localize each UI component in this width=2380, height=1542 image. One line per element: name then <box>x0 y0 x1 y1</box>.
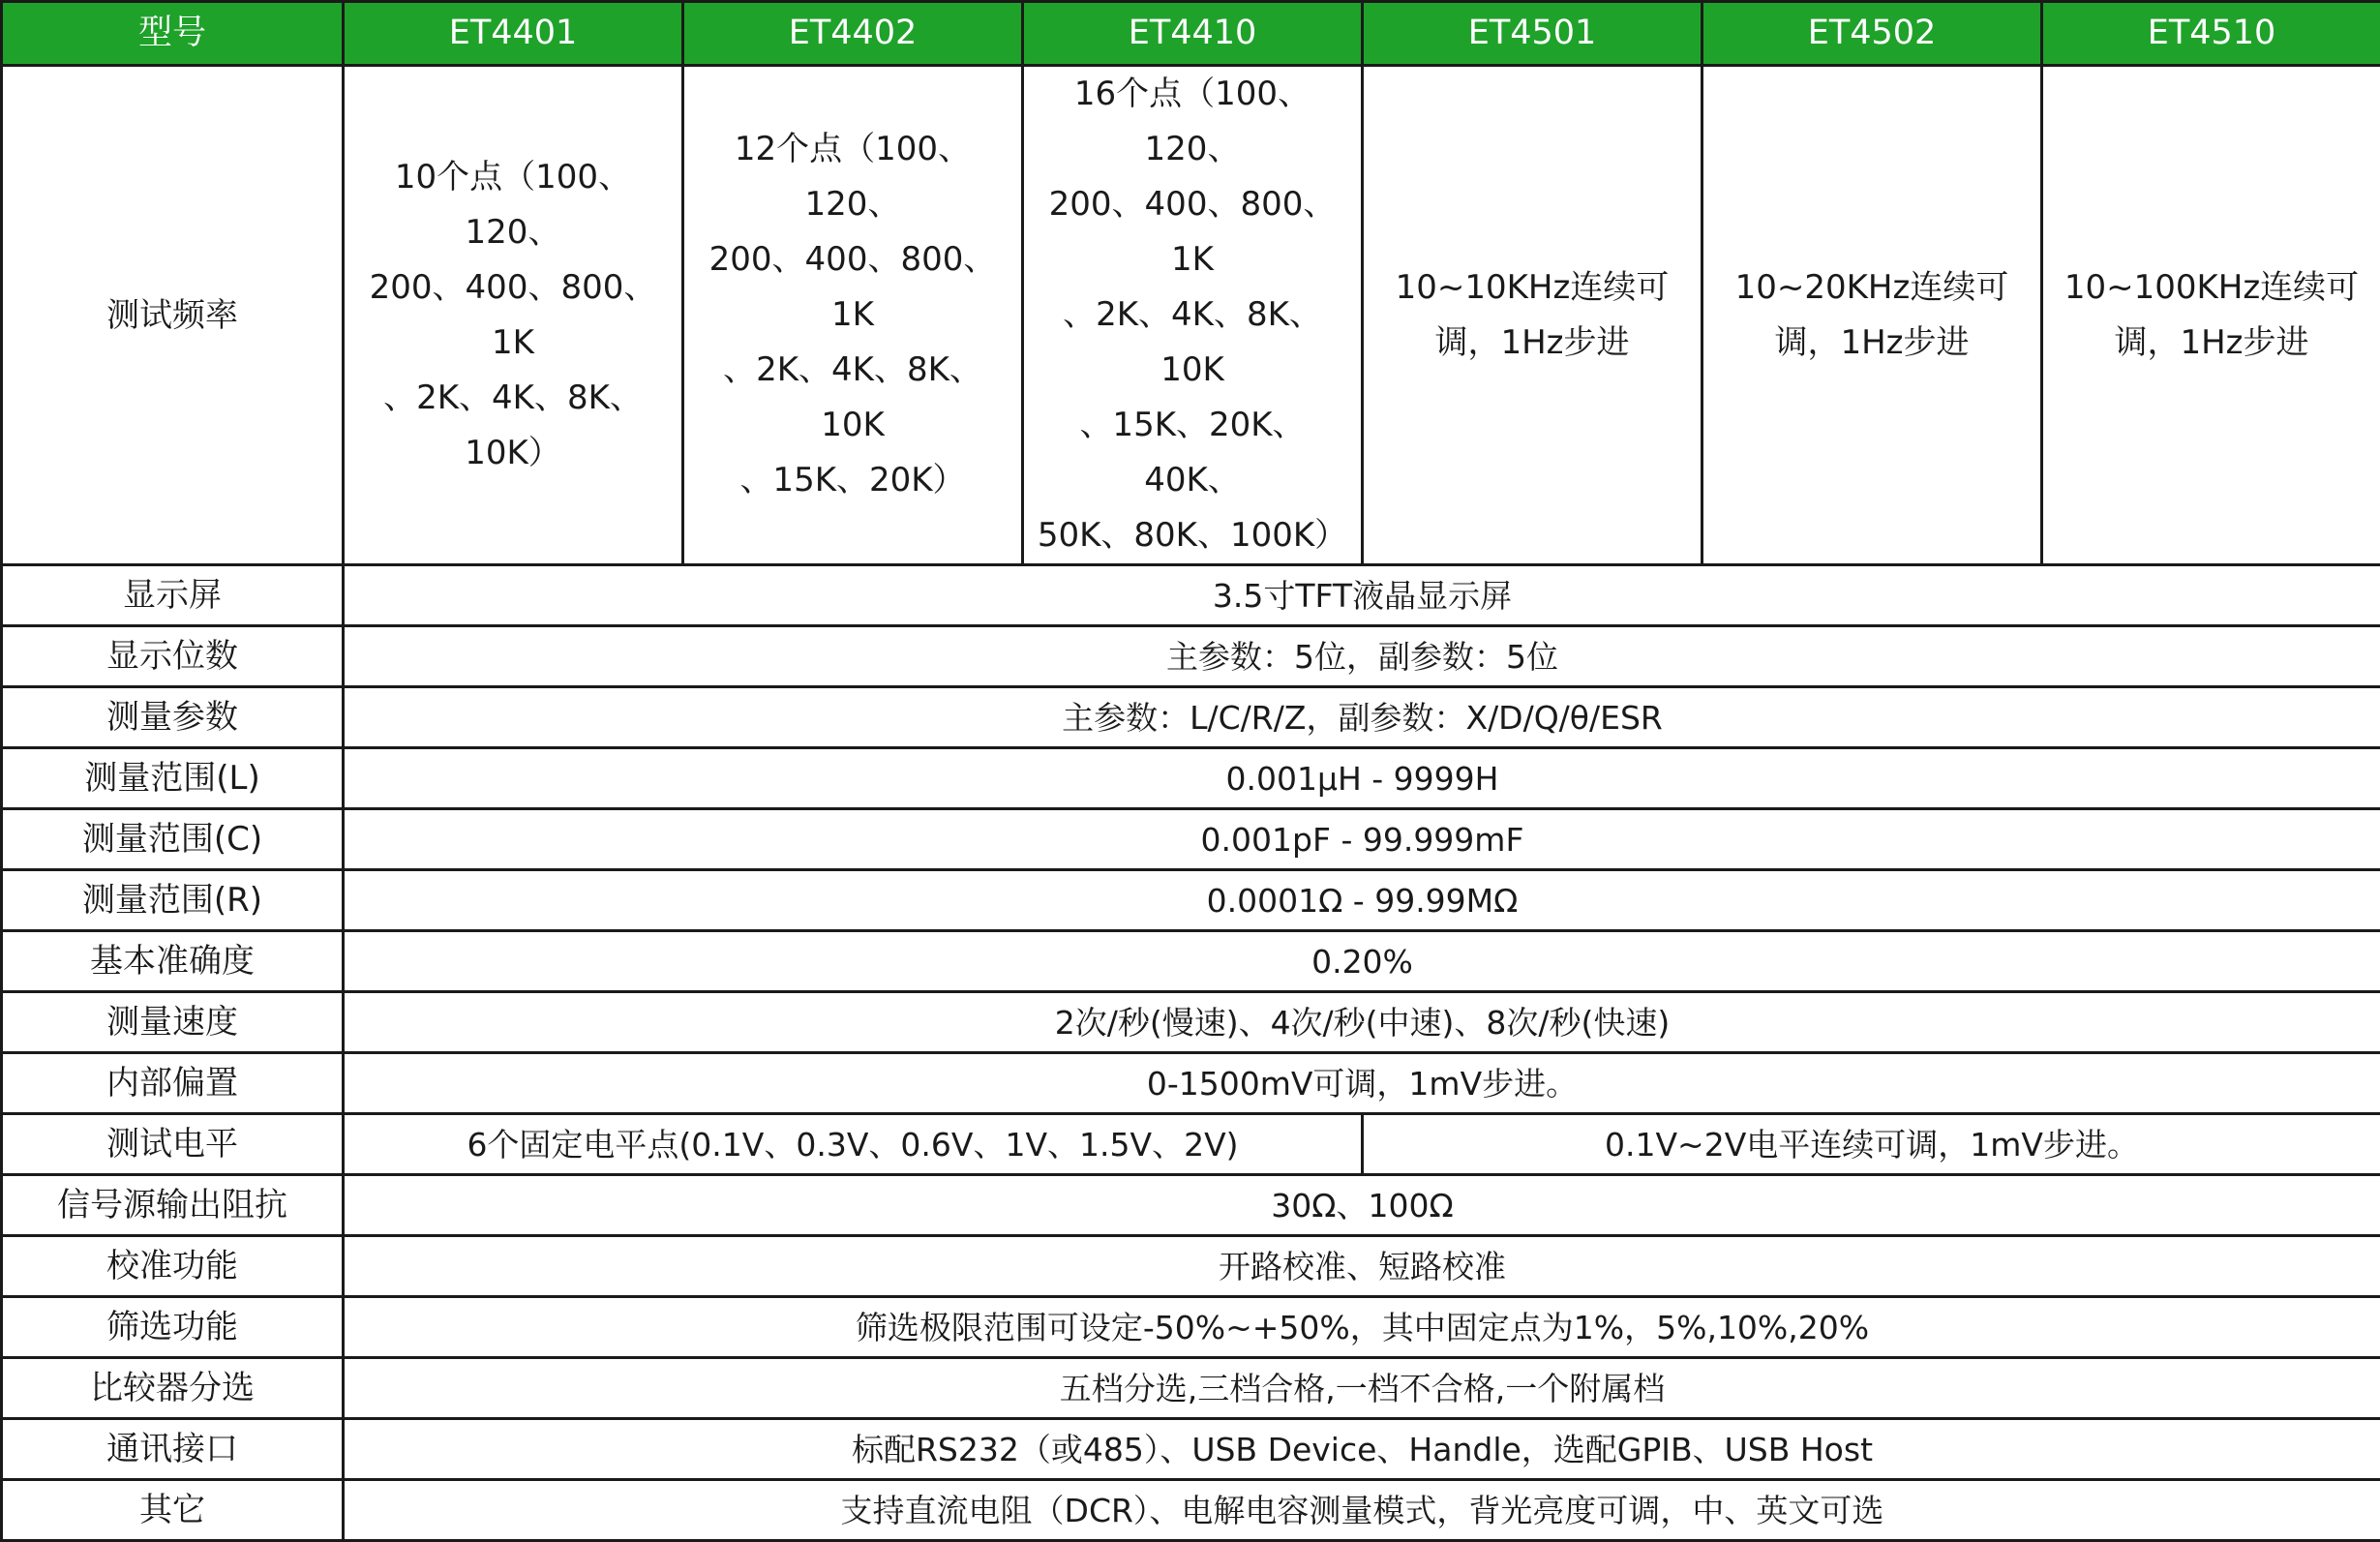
freq-line: 、2K、4K、8K、10K <box>694 343 1011 453</box>
row-label: 测量范围(L) <box>2 748 344 809</box>
row-label: 内部偏置 <box>2 1053 344 1114</box>
model-header-et4501: ET4501 <box>1363 2 1702 66</box>
freq-line: 调，1Hz步进 <box>2053 316 2370 371</box>
spec-row-test-level <box>2 1114 2380 1175</box>
test-level-continuous-value: 0.1V~2V电平连续可调，1mV步进。 <box>1363 1114 2380 1175</box>
frequency-cell-et4510 <box>2042 66 2380 565</box>
spec-row-accuracy <box>2 931 2380 992</box>
frequency-cell-et4502 <box>1702 66 2042 565</box>
row-value: 筛选极限范围可设定-50%~+50%，其中固定点为1%，5%,10%,20% <box>344 1297 2380 1358</box>
row-label: 其它 <box>2 1480 344 1541</box>
freq-line: 、15K、20K） <box>694 453 1011 508</box>
freq-line: 10~100KHz连续可 <box>2053 260 2370 316</box>
row-label: 显示位数 <box>2 626 344 687</box>
row-label: 测试电平 <box>2 1114 344 1175</box>
row-value: 30Ω、100Ω <box>344 1175 2380 1236</box>
frequency-cell-et4501 <box>1363 66 1702 565</box>
row-value: 0-1500mV可调，1mV步进。 <box>344 1053 2380 1114</box>
freq-line: 10~10KHz连续可 <box>1373 260 1691 316</box>
header-row <box>2 2 2380 66</box>
row-value: 0.001pF - 99.999mF <box>344 809 2380 870</box>
row-label: 筛选功能 <box>2 1297 344 1358</box>
spec-row-speed <box>2 992 2380 1053</box>
freq-line: 10K） <box>354 426 672 481</box>
spec-row-comparator <box>2 1358 2380 1419</box>
row-value: 3.5寸TFT液晶显示屏 <box>344 565 2380 626</box>
row-label: 测量参数 <box>2 687 344 748</box>
freq-line: 调，1Hz步进 <box>1713 316 2031 371</box>
spec-row-range-r <box>2 870 2380 931</box>
row-value: 0.001μH - 9999H <box>344 748 2380 809</box>
spec-row-range-l <box>2 748 2380 809</box>
spec-row-digits <box>2 626 2380 687</box>
freq-line: 200、400、800、1K <box>694 232 1011 343</box>
row-label: 基本准确度 <box>2 931 344 992</box>
spec-row-calibration <box>2 1236 2380 1297</box>
row-label: 信号源输出阻抗 <box>2 1175 344 1236</box>
freq-line: 、15K、20K、40K、 <box>1034 398 1351 508</box>
spec-row-other <box>2 1480 2380 1541</box>
model-header-et4502: ET4502 <box>1702 2 2042 66</box>
freq-line: 、2K、4K、8K、10K <box>1034 287 1351 398</box>
row-label: 通讯接口 <box>2 1419 344 1480</box>
spec-row-range-c <box>2 809 2380 870</box>
row-value: 五档分选,三档合格,一档不合格,一个附属档 <box>344 1358 2380 1419</box>
row-label: 测量速度 <box>2 992 344 1053</box>
row-label: 校准功能 <box>2 1236 344 1297</box>
freq-line: 、2K、4K、8K、 <box>354 371 672 426</box>
spec-row-display <box>2 565 2380 626</box>
row-value: 主参数：L/C/R/Z，副参数：X/D/Q/θ/ESR <box>344 687 2380 748</box>
row-value: 0.0001Ω - 99.99MΩ <box>344 870 2380 931</box>
row-value: 支持直流电阻（DCR）、电解电容测量模式，背光亮度可调，中、英文可选 <box>344 1480 2380 1541</box>
row-value: 2次/秒(慢速)、4次/秒(中速)、8次/秒(快速) <box>344 992 2380 1053</box>
freq-line: 200、400、800、1K <box>1034 177 1351 287</box>
frequency-cell-et4401 <box>344 66 683 565</box>
model-header-et4510: ET4510 <box>2042 2 2380 66</box>
freq-line: 10~20KHz连续可 <box>1713 260 2031 316</box>
freq-line: 16个点（100、120、 <box>1034 67 1351 177</box>
model-header-et4410: ET4410 <box>1023 2 1363 66</box>
spec-row-interface <box>2 1419 2380 1480</box>
row-value: 开路校准、短路校准 <box>344 1236 2380 1297</box>
spec-row-bias <box>2 1053 2380 1114</box>
frequency-label: 测试频率 <box>2 66 344 565</box>
row-value: 0.20% <box>344 931 2380 992</box>
model-header-et4402: ET4402 <box>683 2 1023 66</box>
spec-row-parameters <box>2 687 2380 748</box>
row-label: 比较器分选 <box>2 1358 344 1419</box>
frequency-row <box>2 66 2380 565</box>
frequency-cell-et4402 <box>683 66 1023 565</box>
row-label: 显示屏 <box>2 565 344 626</box>
freq-line: 10个点（100、120、 <box>354 150 672 260</box>
freq-line: 调，1Hz步进 <box>1373 316 1691 371</box>
model-header-et4401: ET4401 <box>344 2 683 66</box>
freq-line: 12个点（100、120、 <box>694 122 1011 232</box>
frequency-cell-et4410 <box>1023 66 1363 565</box>
spec-row-output-impedance <box>2 1175 2380 1236</box>
test-level-fixed-value: 6个固定电平点(0.1V、0.3V、0.6V、1V、1.5V、2V) <box>344 1114 1363 1175</box>
model-header-label: 型号 <box>2 2 344 66</box>
row-label: 测量范围(R) <box>2 870 344 931</box>
freq-line: 50K、80K、100K） <box>1034 508 1351 563</box>
row-label: 测量范围(C) <box>2 809 344 870</box>
freq-line: 200、400、800、1K <box>354 260 672 371</box>
spec-row-sorting <box>2 1297 2380 1358</box>
row-value: 标配RS232（或485）、USB Device、Handle，选配GPIB、USB Host <box>344 1419 2380 1480</box>
row-value: 主参数：5位，副参数：5位 <box>344 626 2380 687</box>
